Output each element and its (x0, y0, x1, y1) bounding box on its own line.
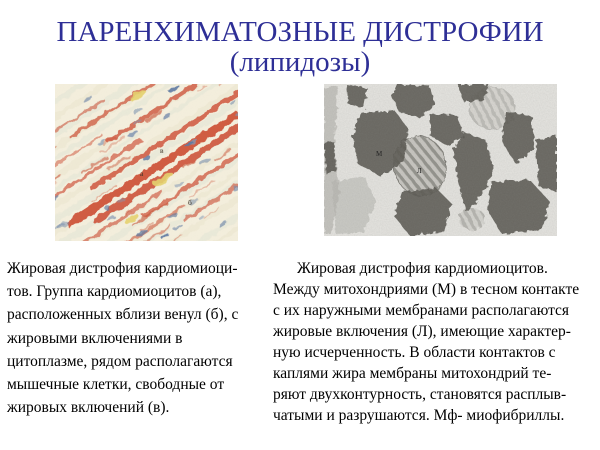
title-line1: ПАРЕНХИМАТОЗНЫЕ ДИСТРОФИИ (56, 16, 544, 48)
label-a: а (140, 169, 144, 178)
right-caption: Жировая дистрофия кардиомиоцитов. Между митохондриями (М) в тесном контакте с их наружными мембранами располагаются жировые включения (Л), имеющие характер- ную исчерченность. В области контактов с каплями жира мембраны митохондрий те- ряют двухконтурность, становятся расплыв- чатыми и разрушаются. Мф- миофибриллы. (273, 260, 580, 424)
paper-grain-overlay (55, 84, 238, 241)
label-v: в (160, 146, 164, 155)
label-l: Л (417, 167, 422, 175)
title-line2: (липидозы) (229, 46, 371, 78)
label-b: б (188, 198, 192, 207)
em-grain-overlay (324, 84, 557, 236)
left-micrograph-image (55, 84, 238, 241)
slide-title (0, 17, 600, 77)
right-electron-micrograph-image (324, 84, 557, 236)
left-caption: Жировая дистрофия кардиомиоци- тов. Группа кардиомиоцитов (а), расположенных вблизи венул (б), с жировыми включениями в цитоплазме, рядом располагаются мышечные клетки, свободные от жировых включений (в). (7, 260, 239, 417)
label-m: М (376, 150, 383, 158)
